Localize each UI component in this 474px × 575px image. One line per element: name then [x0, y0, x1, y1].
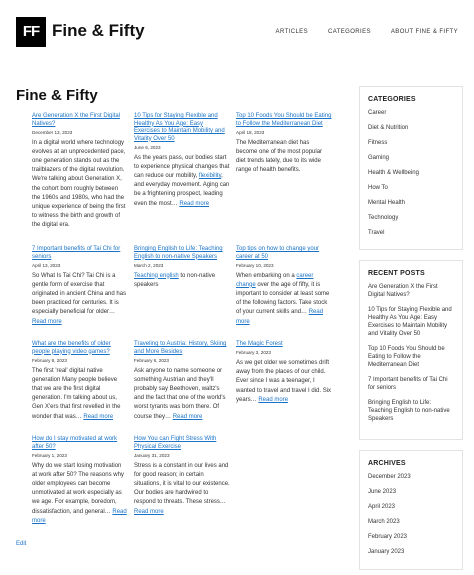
- category-link[interactable]: Gaming: [368, 155, 390, 161]
- read-more-link[interactable]: Read more: [32, 508, 127, 524]
- category-link[interactable]: Health & Wellbeing: [368, 170, 419, 176]
- post-title-link[interactable]: The Magic Forest: [236, 341, 283, 347]
- post-excerpt-text: Stress is a constant in our lives and for good reason; in certain situations, it is vital to our existence. Our bodies are hardwired to respond to threats. These stress…: [134, 462, 230, 506]
- read-more-link[interactable]: Read more: [179, 200, 210, 207]
- post-card: [134, 341, 230, 422]
- post-excerpt: [32, 462, 128, 526]
- recent-post-link[interactable]: 7 Important benefits of Tai Chi for seniors: [368, 377, 448, 391]
- post-excerpt-text: So What Is Tai Chi? Tai Chi is a gentle form of exercise that originated in ancient China and has been practiced for centuries. It is especially beneficial for older…: [32, 272, 127, 316]
- widget-title: RECENT POSTS: [368, 270, 425, 277]
- recent-post-link[interactable]: Are Generation X the First Digital Natives?: [368, 284, 438, 298]
- post-date: February 8, 2023: [32, 357, 67, 363]
- post-card: [236, 246, 332, 327]
- post-date: February 10, 2023: [236, 262, 274, 268]
- post-excerpt: [32, 367, 128, 422]
- post-date: December 13, 2023: [32, 129, 73, 135]
- post-excerpt-text: As we get older we sometimes drift away from the places of our child. Ever since I was a teenager, I wanted to travel and travel I did. Six years…: [236, 360, 332, 403]
- site-header: [0, 0, 474, 62]
- post-title-link[interactable]: Top 10 Foods You Should be Eating to Follow the Mediterranean Diet: [236, 113, 332, 127]
- category-link[interactable]: Career: [368, 110, 387, 116]
- post-excerpt-text: over the age of fifty, it is important to consider at least some of the following factors. Take stock of your current skills and…: [236, 281, 330, 316]
- recent-post-link[interactable]: Bringing English to Life: Teaching English to non-native Speakers: [368, 400, 450, 422]
- categories-widget: [359, 86, 463, 250]
- post-card: [32, 246, 128, 327]
- category-link[interactable]: Travel: [368, 230, 385, 236]
- post-title-link[interactable]: Are Generation X the First Digital Natives?: [32, 113, 121, 127]
- read-more-link[interactable]: Read more: [258, 396, 289, 403]
- archives-widget: [359, 450, 463, 570]
- post-title-link[interactable]: 7 Important benefits of Tai Chi for seniors: [32, 246, 121, 260]
- archive-link[interactable]: January 2023: [368, 549, 405, 555]
- post-excerpt: [236, 272, 332, 327]
- post-excerpt-text: Ask anyone to name someone or something Austrian and they'll probably say Beethoven, waltz's and the fact that one of the world's worst tyrants was born there. Of course they…: [134, 367, 226, 420]
- post-date: February 6, 2023: [134, 357, 169, 363]
- recent-posts-widget: [359, 260, 463, 440]
- post-title-link[interactable]: Bringing English to Life: Teaching English to non-native Speakers: [134, 246, 223, 260]
- post-excerpt: [134, 272, 230, 290]
- post-date: February 1, 2023: [32, 452, 67, 458]
- post-card: [134, 436, 230, 517]
- post-title-link[interactable]: What are the benefits of older people playing video games?: [32, 341, 111, 355]
- archive-link[interactable]: June 2023: [368, 489, 397, 495]
- post-date: April 18, 2023: [236, 129, 265, 135]
- post-card: [236, 113, 332, 175]
- archive-link[interactable]: December 2023: [368, 474, 411, 480]
- post-card: [32, 113, 128, 231]
- post-excerpt-text: The Mediterranean diet has become one of the most popular diet trends lately, due to its wide range of health benefits.: [236, 139, 323, 174]
- recent-post-link[interactable]: 10 Tips for Staying Flexible and Healthy As You Age: Easy Exercises to Maintain Mobility and Vitality Over 50: [368, 307, 452, 337]
- post-date: February 3, 2023: [236, 350, 271, 355]
- post-excerpt: [134, 462, 230, 517]
- post-excerpt: [236, 139, 332, 176]
- widget-title: ARCHIVES: [368, 460, 406, 467]
- post-title-link[interactable]: 10 Tips for Staying Flexible and Healthy As You Age: Easy Exercises to Maintain Mobility and Vitality Over 50: [134, 113, 225, 142]
- inline-link[interactable]: flexibility: [198, 172, 222, 179]
- post-date: March 2, 2023: [134, 262, 164, 268]
- site-title[interactable]: Fine & Fifty: [52, 21, 145, 40]
- post-card: [32, 341, 128, 422]
- post-title-link[interactable]: Top tips on how to change your career at 50: [236, 246, 320, 260]
- widget-title: CATEGORIES: [368, 96, 416, 103]
- post-excerpt: [32, 272, 128, 327]
- post-date: January 31, 2023: [134, 452, 170, 458]
- post-card: [134, 246, 230, 290]
- read-more-link[interactable]: Read more: [134, 508, 164, 515]
- post-excerpt-text: The first 'real' digital native generation Many people believe that we are the first digital generation. I'm talking about us, Gen X'ers that first revelled in the wonder that was…: [32, 367, 121, 420]
- post-card: [236, 341, 332, 405]
- page-title: Fine & Fifty: [16, 87, 98, 104]
- read-more-link[interactable]: Read more: [236, 309, 324, 325]
- archive-link[interactable]: April 2023: [368, 504, 396, 510]
- read-more-link[interactable]: Read more: [172, 413, 203, 420]
- category-link[interactable]: Diet & Nutrition: [368, 125, 409, 131]
- post-excerpt: [134, 367, 230, 422]
- inline-link[interactable]: career change: [236, 272, 314, 288]
- recent-post-link[interactable]: Top 10 Foods You Should be Eating to Follow the Mediterranean Diet: [368, 346, 445, 368]
- post-excerpt-text: As the years pass, our bodies start to experience physical changes that can reduce our mobility,: [134, 154, 230, 179]
- post-excerpt-text: to non-native speakers: [134, 272, 216, 288]
- edit-link[interactable]: Edit: [16, 541, 27, 547]
- post-date: June 6, 2023: [134, 144, 161, 150]
- post-excerpt-text: , and everyday movement. Aging can be a frightening prospect, leading even the most…: [134, 172, 230, 207]
- archive-link[interactable]: February 2023: [368, 534, 408, 540]
- archive-link[interactable]: March 2023: [368, 519, 400, 525]
- post-title-link[interactable]: Traveling to Austria: History, Skiing and More Besides: [134, 341, 227, 355]
- nav-item-articles[interactable]: ARTICLES: [275, 29, 308, 35]
- post-excerpt-text: Why do we start losing motivation at work after 50? The reasons why older employees can become unmotivated at work especially as we age. For example, boredom, dissatisfaction, and general…: [32, 462, 124, 515]
- read-more-link[interactable]: Read more: [32, 318, 62, 325]
- nav-item-categories[interactable]: CATEGORIES: [327, 29, 371, 35]
- site-logo[interactable]: FF: [16, 17, 46, 47]
- post-excerpt: [236, 359, 332, 405]
- category-link[interactable]: How To: [368, 185, 388, 191]
- category-link[interactable]: Fitness: [368, 140, 388, 146]
- inline-link[interactable]: Teaching english: [134, 272, 179, 279]
- post-excerpt-text: When embarking on a: [236, 272, 297, 279]
- post-excerpt-text: In a digital world where technology evolves at an unprecedented pace, one generation stands out as the trailblazers of the digital revolution. We're talking about Generation X, the cohort born roughly between the 1960s and 1980s, who had the unique experience of being the first to witness the birth and growth of the digital era.: [32, 139, 126, 229]
- post-card: [134, 113, 230, 209]
- main-nav: [256, 29, 458, 35]
- category-link[interactable]: Mental Health: [368, 200, 406, 206]
- read-more-link[interactable]: Read more: [83, 413, 114, 420]
- nav-item-about[interactable]: ABOUT FINE & FIFTY: [390, 29, 458, 35]
- post-date: April 13, 2023: [32, 262, 61, 268]
- post-title-link[interactable]: How You can Fight Stress With Physical Exercise: [134, 436, 217, 450]
- post-card: [32, 436, 128, 526]
- post-title-link[interactable]: How do I stay motivated at work after 50?: [32, 436, 118, 450]
- post-excerpt: [32, 139, 128, 231]
- category-link[interactable]: Technology: [368, 215, 399, 221]
- post-excerpt: [134, 154, 230, 209]
